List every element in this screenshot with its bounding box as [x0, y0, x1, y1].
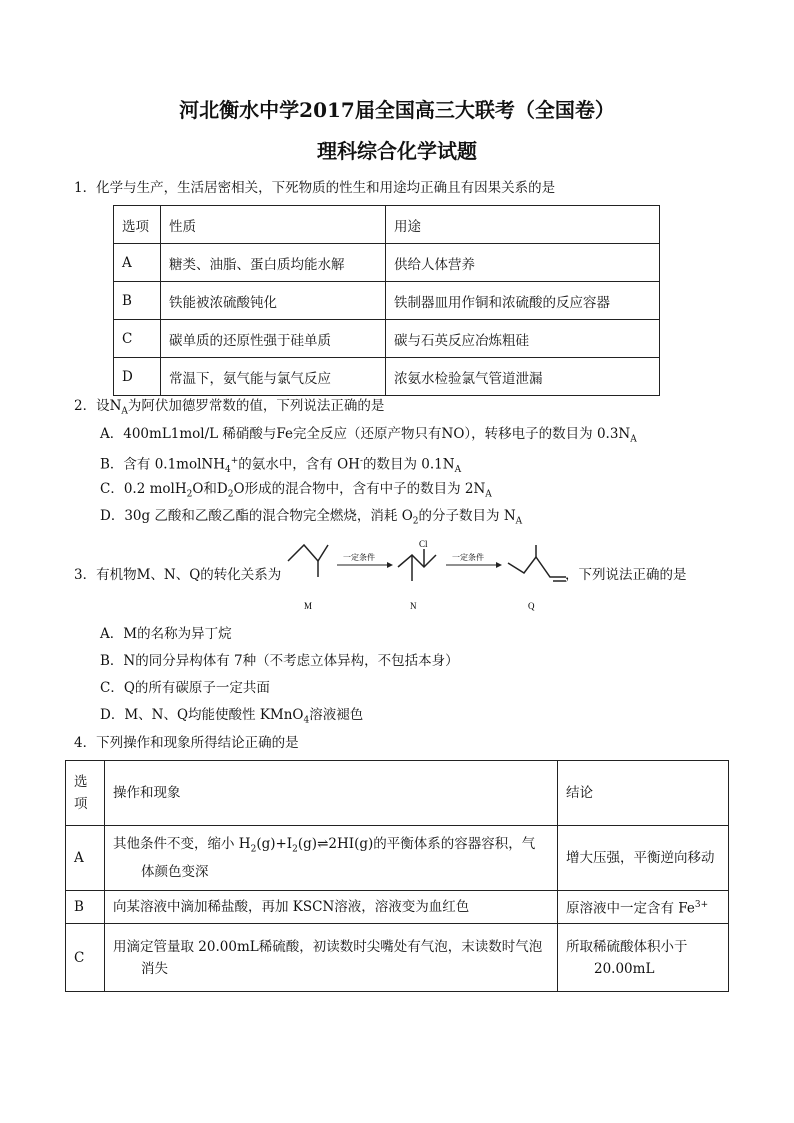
page-subtitle: 理科综合化学试题 — [317, 139, 477, 163]
table-header-row — [66, 761, 729, 826]
arrow-1-head — [387, 562, 393, 568]
question-1-table — [113, 205, 660, 396]
question-1-stem: 1．化学与生产，生活居密相关，下死物质的性生和用途均正确且有因果关系的是 — [74, 180, 556, 196]
table-cell: 向某溶液中滴加稀盐酸，再加 KSCN溶液，溶液变为血红色 — [105, 891, 558, 924]
table-cell: 供给人体营养 — [386, 244, 660, 282]
question-3-stem-tail: ，下列说法正确的是 — [565, 567, 687, 583]
table-cell: D — [114, 358, 161, 396]
header-cell-conclusion: 结论 — [558, 761, 729, 826]
table-cell: C — [66, 924, 105, 992]
table-cell: B — [114, 282, 161, 320]
table-cell: 浓氨水检验氯气管道泄漏 — [386, 358, 660, 396]
question-2-option-a: A．400mL1mol/L 稀硝酸与Fe完全反应（还原产物只有NO），转移电子的数目为 $0.3N_A$ — [100, 426, 637, 445]
question-4-stem: 4．下列操作和现象所得结论正确的是 — [74, 735, 299, 751]
table-row — [114, 244, 660, 282]
table-cell: 增大压强，平衡逆向移动 — [558, 826, 729, 891]
molecule-n-label: N — [410, 601, 417, 611]
question-2-option-d: D．30g 乙酸和乙酸乙酯的混合物完全燃烧，消耗 $O_2$的分子数目为 $N_A$ — [100, 508, 523, 527]
question-2-option-b: B．含有 0.1molNH$_4$+的氨水中，含有 OH-的数目为 $0.1N_A$ — [100, 456, 462, 476]
question-3-option-b: B．N的同分异构体有 7种（不考虑立体异构，不包括本身） — [100, 653, 459, 669]
table-cell: 碳单质的还原性强于硅单质 — [161, 320, 386, 358]
table-header-row — [114, 206, 660, 244]
reaction-scheme — [280, 535, 570, 615]
table-cell: 所取稀硫酸体积小于 20.00mL — [558, 924, 729, 992]
question-4-table — [65, 760, 729, 992]
table-cell: B — [66, 891, 105, 924]
question-3-stem: 3．有机物M、N、Q的转化关系为 — [74, 567, 282, 583]
table-cell: 碳与石英反应冶炼粗硅 — [386, 320, 660, 358]
arrow-2-label: 一定条件 — [452, 553, 484, 562]
table-row — [114, 320, 660, 358]
question-3-option-a: A．M的名称为异丁烷 — [100, 626, 232, 642]
molecule-n-skeleton — [398, 555, 436, 567]
table-row — [66, 924, 729, 992]
header-cell: 用途 — [386, 206, 660, 244]
header-cell: 选项 — [114, 206, 161, 244]
table-cell: 用滴定管量取 20.00mL稀硫酸，初读数时尖嘴处有气泡，末读数时气泡 消失 — [105, 924, 558, 992]
question-3-option-d: D．M、N、Q均能使酸性 KMnO$_4$溶液褪色 — [100, 707, 364, 726]
table-cell: 常温下，氨气能与氯气反应 — [161, 358, 386, 396]
molecule-m-skeleton — [288, 545, 328, 561]
question-2-stem: 2．设$N_A$为阿伏加德罗常数的值，下列说法正确的是 — [74, 398, 385, 417]
page-title: 河北衡水中学2017届全国高三大联考（全国卷） — [179, 98, 615, 122]
table-row — [66, 891, 729, 924]
table-cell: C — [114, 320, 161, 358]
table-cell: 其他条件不变，缩小 $H_2(g)+I_2(g)\rightleftharpoons 2HI(g)$的平衡体系的容器容积，气 体颜色变深 — [105, 826, 558, 891]
table-cell: 铁制器皿用作铜和浓硫酸的反应容器 — [386, 282, 660, 320]
header-cell: 性质 — [161, 206, 386, 244]
table-row — [114, 282, 660, 320]
table-row — [114, 358, 660, 396]
table-cell: 糖类、油脂、蛋白质均能水解 — [161, 244, 386, 282]
header-cell-option: 选 项 — [66, 761, 105, 826]
header-cell-operation: 操作和现象 — [105, 761, 558, 826]
table-cell: A — [114, 244, 161, 282]
chlorine-label: Cl — [419, 539, 428, 549]
question-2-option-c: C．0.2 molH$_2$O和$D_2O$形成的混合物中，含有中子的数目为 $2N_A$ — [100, 481, 492, 500]
table-cell: 原溶液中一定含有 $Fe^{3+}$ — [558, 891, 729, 924]
molecule-m-label: M — [304, 601, 313, 611]
arrow-2-head — [496, 562, 502, 568]
table-cell: 铁能被浓硫酸钝化 — [161, 282, 386, 320]
table-cell: A — [66, 826, 105, 891]
table-row — [66, 826, 729, 891]
question-3-option-c: C．Q的所有碳原子一定共面 — [100, 680, 270, 696]
molecule-q-skeleton — [508, 557, 566, 577]
arrow-1-label: 一定条件 — [343, 553, 375, 562]
molecule-q-label: Q — [528, 601, 535, 611]
